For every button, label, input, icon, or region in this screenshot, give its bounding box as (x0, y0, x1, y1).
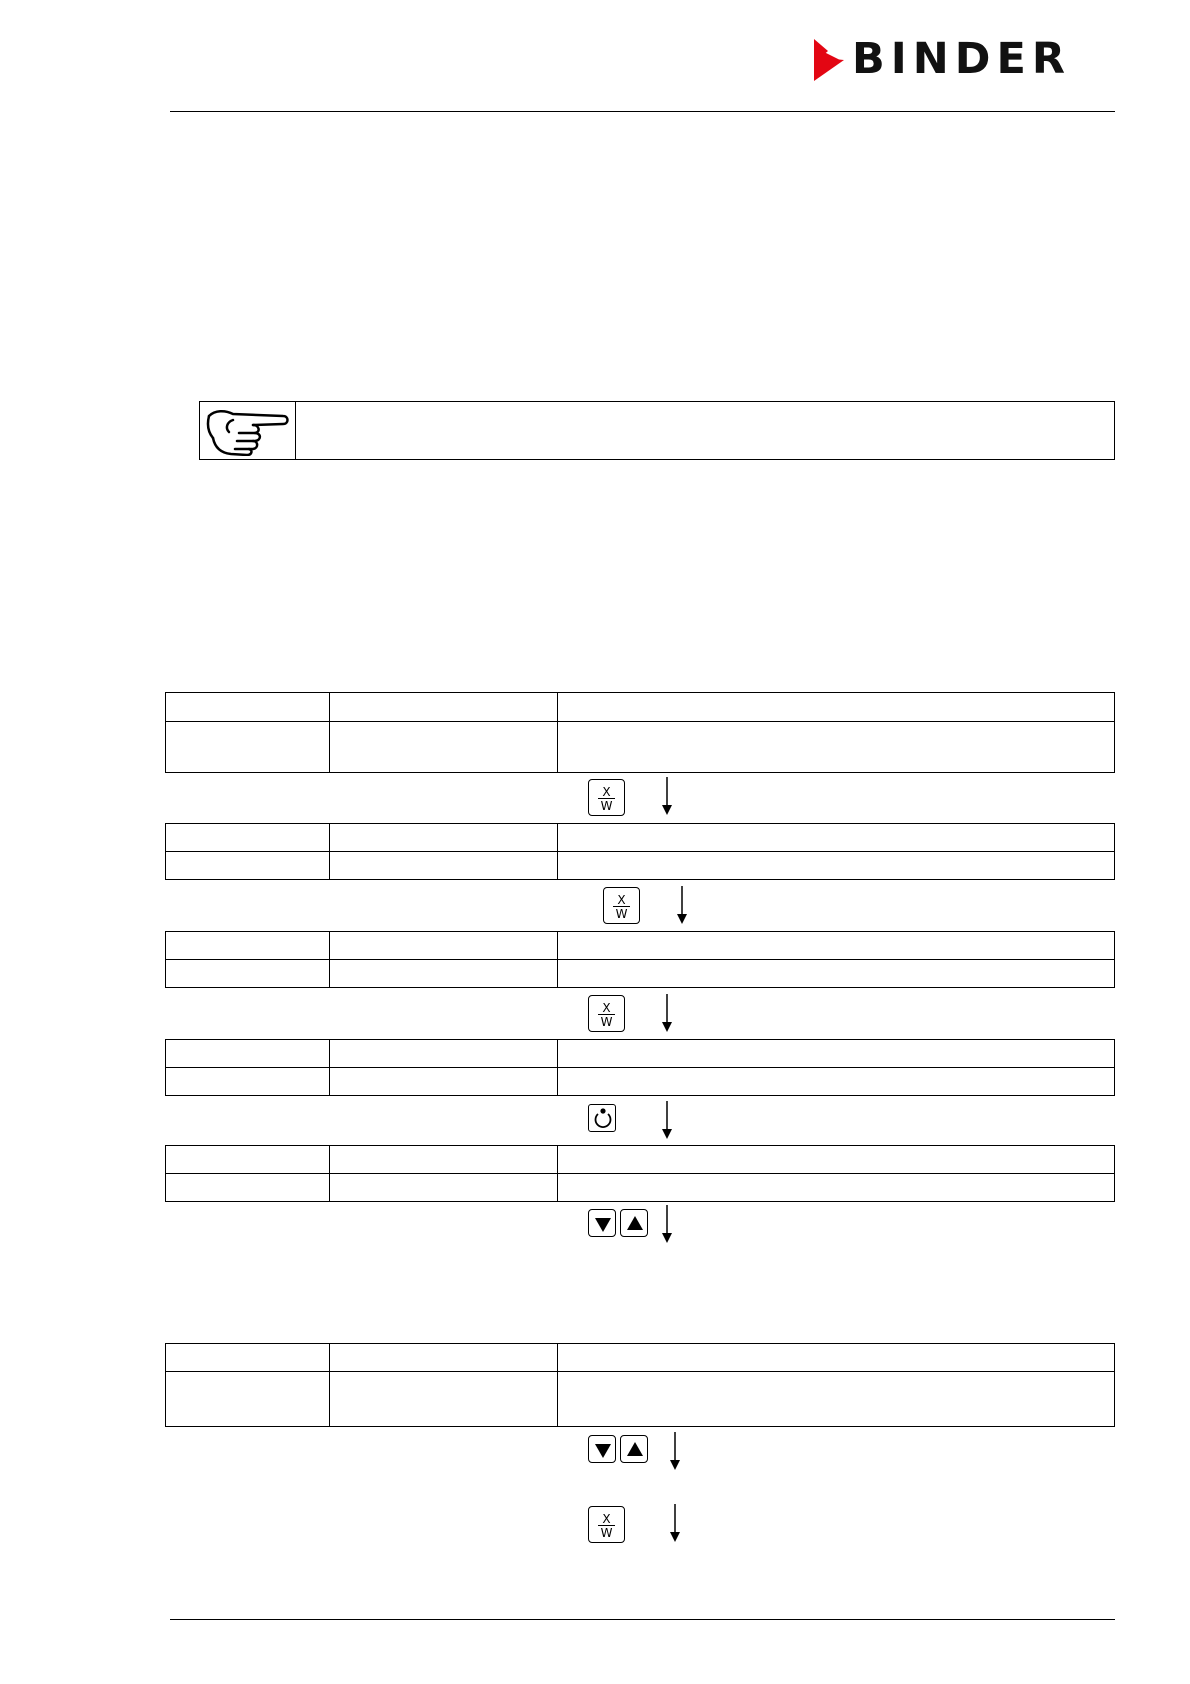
table-cell (330, 824, 558, 852)
down-arrow-icon (669, 1504, 681, 1542)
table-cell (330, 1146, 558, 1174)
table-cell (330, 1372, 558, 1427)
xw-key[interactable] (588, 1506, 625, 1543)
table-cell (166, 1040, 330, 1068)
table-cell (558, 1174, 1115, 1202)
up-key[interactable] (620, 1209, 648, 1237)
table-row (166, 722, 1115, 773)
table-cell (558, 722, 1115, 773)
table-cell (166, 932, 330, 960)
table-cell (166, 1068, 330, 1096)
table-cell (166, 1146, 330, 1174)
triangle-down-icon (589, 1436, 617, 1464)
binder-logo (814, 36, 1114, 86)
table-cell (558, 693, 1115, 722)
table-cell (330, 852, 558, 880)
table-row (166, 960, 1115, 988)
table-cell (558, 1068, 1115, 1096)
xw-key-x-label: X (602, 1001, 611, 1015)
table-cell (166, 722, 330, 773)
table-row (166, 1068, 1115, 1096)
xw-key-x-label: X (602, 1512, 611, 1526)
table-cell (166, 1344, 330, 1372)
triangle-down-icon (589, 1210, 617, 1238)
triangle-up-icon (621, 1210, 649, 1238)
table-cell (330, 722, 558, 773)
table-cell (330, 693, 558, 722)
program-start-key[interactable] (588, 1104, 616, 1132)
table-header-row (166, 1040, 1115, 1068)
table-cell (166, 824, 330, 852)
binder-logo-arrow-icon (814, 39, 844, 81)
table-cell (558, 852, 1115, 880)
down-arrow-icon (676, 886, 688, 924)
table-cell (330, 1174, 558, 1202)
footer-divider (170, 1619, 1115, 1620)
program-start-icon (589, 1105, 617, 1133)
table-cell (166, 1372, 330, 1427)
xw-key-w-label: W (600, 1015, 613, 1029)
xw-key-x-label: X (617, 893, 626, 907)
table-cell (330, 1040, 558, 1068)
display-table-3 (165, 931, 1115, 988)
triangle-up-icon (621, 1436, 649, 1464)
table-cell (166, 852, 330, 880)
table-cell (330, 1068, 558, 1096)
display-table-4 (165, 1039, 1115, 1096)
table-cell (558, 960, 1115, 988)
table-cell (330, 1344, 558, 1372)
table-cell (330, 932, 558, 960)
table-cell (330, 960, 558, 988)
display-table-5 (165, 1145, 1115, 1202)
down-key[interactable] (588, 1209, 616, 1237)
up-key[interactable] (620, 1435, 648, 1463)
table-cell (558, 1040, 1115, 1068)
table-row (166, 852, 1115, 880)
table-cell (166, 960, 330, 988)
display-table-6 (165, 1343, 1115, 1427)
table-cell (166, 1174, 330, 1202)
table-cell (558, 1372, 1115, 1427)
header-divider (170, 111, 1115, 112)
xw-key-w-label: W (615, 907, 628, 921)
down-arrow-icon (669, 1432, 681, 1470)
xw-key-x-label: X (602, 785, 611, 799)
table-header-row (166, 824, 1115, 852)
display-table-1 (165, 692, 1115, 773)
xw-key[interactable] (603, 887, 640, 924)
display-table-2 (165, 823, 1115, 880)
table-row (166, 1372, 1115, 1427)
pointing-hand-icon (205, 406, 291, 456)
down-arrow-icon (661, 1205, 673, 1243)
xw-key-w-label: W (600, 1526, 613, 1540)
table-header-row (166, 1146, 1115, 1174)
table-header-row (166, 1344, 1115, 1372)
xw-key-w-label: W (600, 799, 613, 813)
down-arrow-icon (661, 994, 673, 1032)
down-arrow-icon (661, 1101, 673, 1139)
xw-key[interactable] (588, 779, 625, 816)
table-cell (558, 1146, 1115, 1174)
table-header-row (166, 693, 1115, 722)
note-box (199, 401, 1115, 460)
brand-name: BINDER (852, 34, 1071, 84)
down-arrow-icon (661, 777, 673, 815)
table-cell (166, 693, 330, 722)
down-key[interactable] (588, 1435, 616, 1463)
xw-key[interactable] (588, 995, 625, 1032)
table-header-row (166, 932, 1115, 960)
table-row (166, 1174, 1115, 1202)
table-cell (558, 932, 1115, 960)
table-cell (558, 824, 1115, 852)
note-icon-cell (200, 402, 296, 459)
table-cell (558, 1344, 1115, 1372)
